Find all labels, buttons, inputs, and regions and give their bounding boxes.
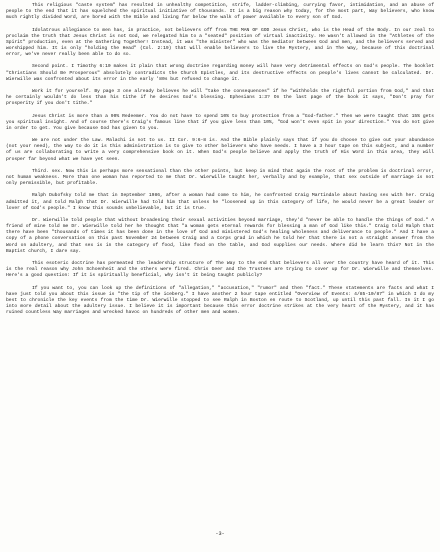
paragraph: If you want to, you can look up the definitions of "allegation," "accusation," "rumor" and then "fact." These statements are facts and what I have just told you about this issue is "the tip of the iceberg." I have another 2 hour tape entitled "Overview of Events: 4/85-10/87" in which I do my best to chronicle the key events from the time Dr. Wierwille stopped to see Ralph in Boston en route to Scotland, up until this past fall. In it I go into more detail about the adultery issue. I believe it is important because this error doctrine strikes at the very heart of the Mystery, and it has ruined countless Way marriages and wrecked havoc on hundreds of other men and women. [6,285,434,316]
page-number: -3- [215,531,225,537]
paragraph: We are not under the Law. Malachi is not to us. II Cor. 9:6-8 is. And the Bible plainly says that if you do choose to give out your abundance (not your need), the way to do it is this administration is to give to other believers who have needs. I have a 3 hour tape on this subject, and a number of us are collaborating to write a very comprehensive book on it. When God's people believe and apply the truth of His Word in this area, they will prosper far beyond what we have yet seen. [6,138,434,162]
paragraph: Work it for yourself. By page 3 one already believes he will "take the consequences" if he "withholds the rightful portion from God," and that he certainly wouldn't do less than his tithe if he desires God's blessing. Ephesians 1:3? On the last page of the book it says, "Don't pray for prosperity if you don't tithe." [6,89,434,107]
paragraph: This esoteric doctrine has permeated the leadership structure of The Way to the end that believers all over the country have heard of it. This is the real reason why John Schoenheit and the others were fired. Chris Geer and the Trustees are trying to cover up for Dr. Wierwille and themselves. Here's a good question: If it is spiritually beneficial, why isn't it being taught publicly? [6,261,434,279]
paragraph: Second point. I Timothy 6:10 makes it plain that wrong doctrine regarding money will have very detrimental effects on God's people. The booklet "Christians Should Be Prosperous" absolutely contradicts the Church Epistles, and its destructive effects on people's lives cannot be calculated. Dr. Wierwille was confronted about its error in the early '80s but refused to change it. [6,64,434,82]
paragraph: Third. sex. Now this is perhaps more sensational than the other points, but keep in mind that again the root of the problem is doctrinal error, not human weakness. More than one woman has reported to me that Dr. Wierwille taught her, verbally and by example, that sex outside of marriage is not only permissible, but profitable. [6,168,434,187]
paragraph: Ralph Dubofsky told me that in September 1986, after a woman had come to him, he confronted Craig Martindale about having sex with her. Craig admitted it, and told Ralph that Dr. Wierwille had told him that unless he "loosened up in this category of life, he would never be a great leader or lover of God's people." I know this sounds unbelievable, but it is true. [6,193,434,211]
paragraph: Dr. Wierwille told people that without broadening their sexual activities beyond marriage, they'd "never be able to handle the things of God." A friend of mine told me Dr. Wierwille told her he thought that "a woman gets eternal rewards for blessing a man of God like this." Craig told Ralph that there have been "thousands of times it has been done in the love of God and ministered God's healing wholeness and deliverance to people." And I have a copy of a phone conversation on this past November 24 between Craig and a Corps grad in which he told her that there is not a straight answer from the Word on adultery, and that sex is in the category of food, like food on the table, and God supplies our needs. Where did he learn this? Not in the Baptist church, I dare say. [6,217,434,254]
document-body [6,3,434,322]
paragraph: This religious "caste system" has resulted in unhealthy competition, strife, ladder-climbing, currying favor, intimidation, and an abuse of people to the end that it has squelched the spiritual initiative of thousands. It is a big reason why today, for the most part, Way believers, who know much rightly divided Word, are bored with the Bible and living far below the walk of power available to every son of God. [6,3,434,21]
paragraph: Idolatrous allegiance to men has, in practice, not believers off from THE MAN OF GOD Jesus Christ, who is the Head of the Body. In our zeal to proclaim the truth that Jesus Christ is not God, we relegated him to a "seated" position of virtual inactivity. He wasn't allowed in the "Athletes of the Spirit" production, even at the Gathering Together! Instead, it was "the minister" who was the mediator between God and men, and the believers served and worshipped him. It is only "holding the Head" (Col. 2:19) that will enable believers to live the Mystery, and in The Way, because of this doctrinal error, we've never really been able to do so. [6,27,434,58]
paragraph: Jesus Christ is more than a 90% Redeemer. You do not have to spend 10% to buy protection from a "God-father." Then we were taught that 15% gets you spiritual insight. And of course there's Craig's famous line that if you give less than 10%, "God won't even spit in your direction." You do not give in order to get. You give because God has given to you. [6,113,434,131]
